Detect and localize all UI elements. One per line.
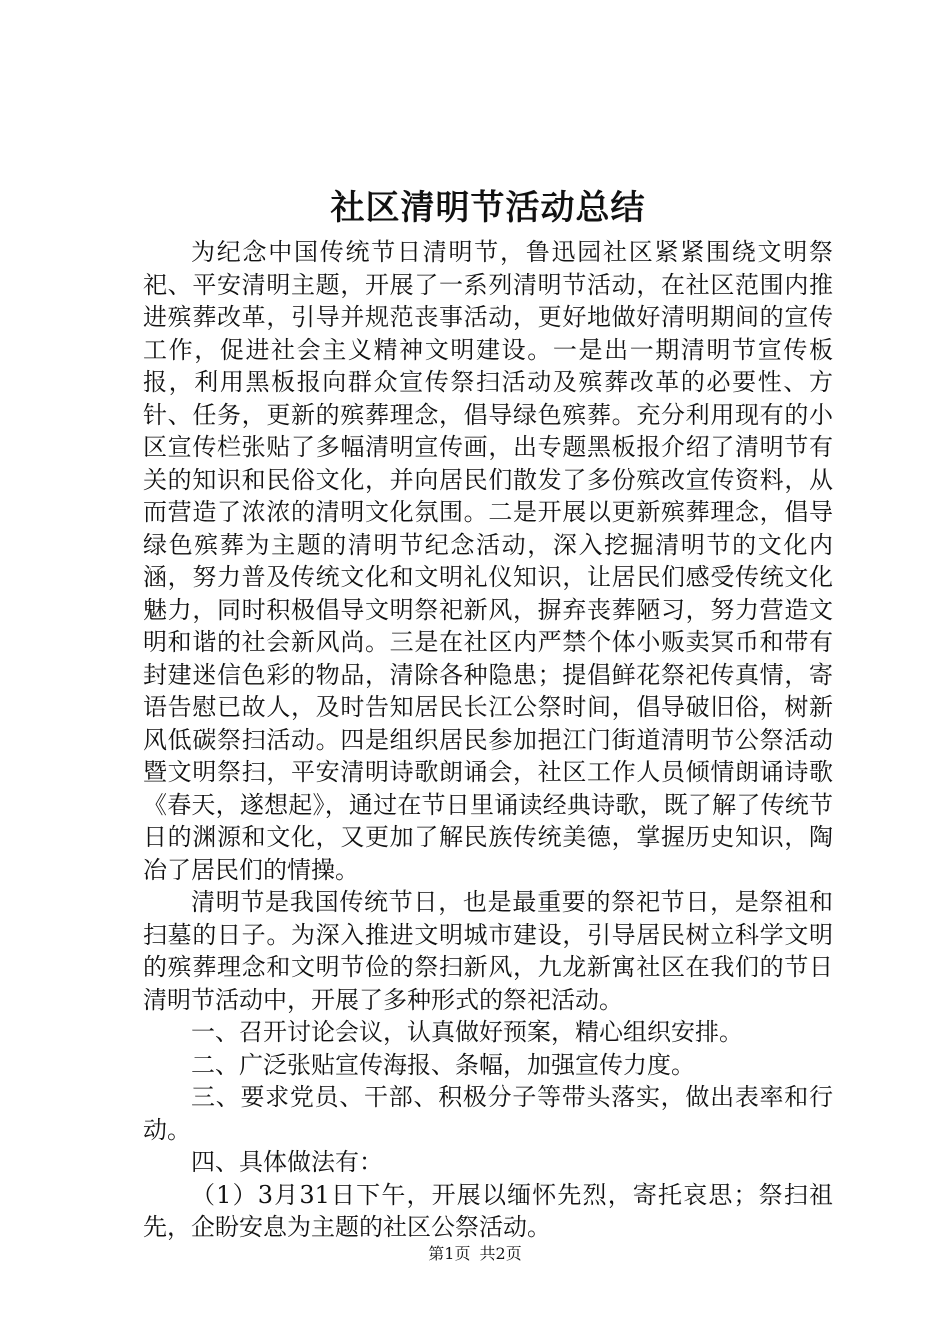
list-item-four: 四、具体做法有： xyxy=(191,1148,383,1176)
page-title: 社区清明节活动总结 xyxy=(330,188,646,228)
list-item-one: 一、召开讨论会议，认真做好预案，精心组织安排。 xyxy=(191,1018,743,1046)
paragraph-second: 清明节是我国传统节日，也是最重要的祭祀节日，是祭祖和扫墓的日子。为深入推进文明城市建设，引导居民树立科学文明的殡葬理念和文明节俭的祭扫新风，九龙新寓社区在我们的节日清明节活动中，开展了多种形式的祭祀活动。 xyxy=(143,888,833,1014)
page-footer xyxy=(0,1243,950,1265)
sub-item-one: （1）3月31日下午，开展以缅怀先烈，寄托哀思；祭扫祖先，企盼安息为主题的社区公祭活动。 xyxy=(143,1180,833,1241)
paragraph-intro: 为纪念中国传统节日清明节，鲁迅园社区紧紧围绕文明祭祀、平安清明主题，开展了一系列清明节活动，在社区范围内推进殡葬改革，引导并规范丧事活动，更好地做好清明期间的宣传工作，促进社会主义精神文明建设。一是出一期清明节宣传板报，利用黑板报向群众宣传祭扫活动及殡葬改革的必要性、方针、任务，更新的殡葬理念，倡导绿色殡葬。充分利用现有的小区宣传栏张贴了多幅清明宣传画，出专题黑板报介绍了清明节有关的知识和民俗文化，并向居民们散发了多份殡改宣传资料，从而营造了浓浓的清明文化氛围。二是开展以更新殡葬理念，倡导绿色殡葬为主题的清明节纪念活动，深入挖掘清明节的文化内涵，努力普及传统文化和文明礼仪知识，让居民们感受传统文化魅力，同时积极倡导文明祭祀新风，摒弃丧葬陋习，努力营造文明和谐的社会新风尚。三是在社区内严禁个体小贩卖冥币和带有封建迷信色彩的物品，清除各种隐患；提倡鲜花祭祀传真情，寄语告慰已故人，及时告知居民长江公祭时间，倡导破旧俗，树新风低碳祭扫活动。四是组织居民参加挹江门街道清明节公祭活动暨文明祭扫，平安清明诗歌朗诵会，社区工作人员倾情朗诵诗歌《春天，遂想起》，通过在节日里诵读经典诗歌，既了解了传统节日的渊源和文化，又更加了解民族传统美德，掌握历史知识，陶冶了居民们的情操。 xyxy=(143,238,833,884)
list-item-two: 二、广泛张贴宣传海报、条幅，加强宣传力度。 xyxy=(191,1050,695,1079)
document-page xyxy=(143,180,833,1244)
page-number: 第1页 xyxy=(428,1244,471,1263)
list-item-three: 三、要求党员、干部、积极分子等带头落实，做出表率和行动。 xyxy=(143,1083,833,1144)
page-total: 共2页 xyxy=(479,1244,522,1263)
